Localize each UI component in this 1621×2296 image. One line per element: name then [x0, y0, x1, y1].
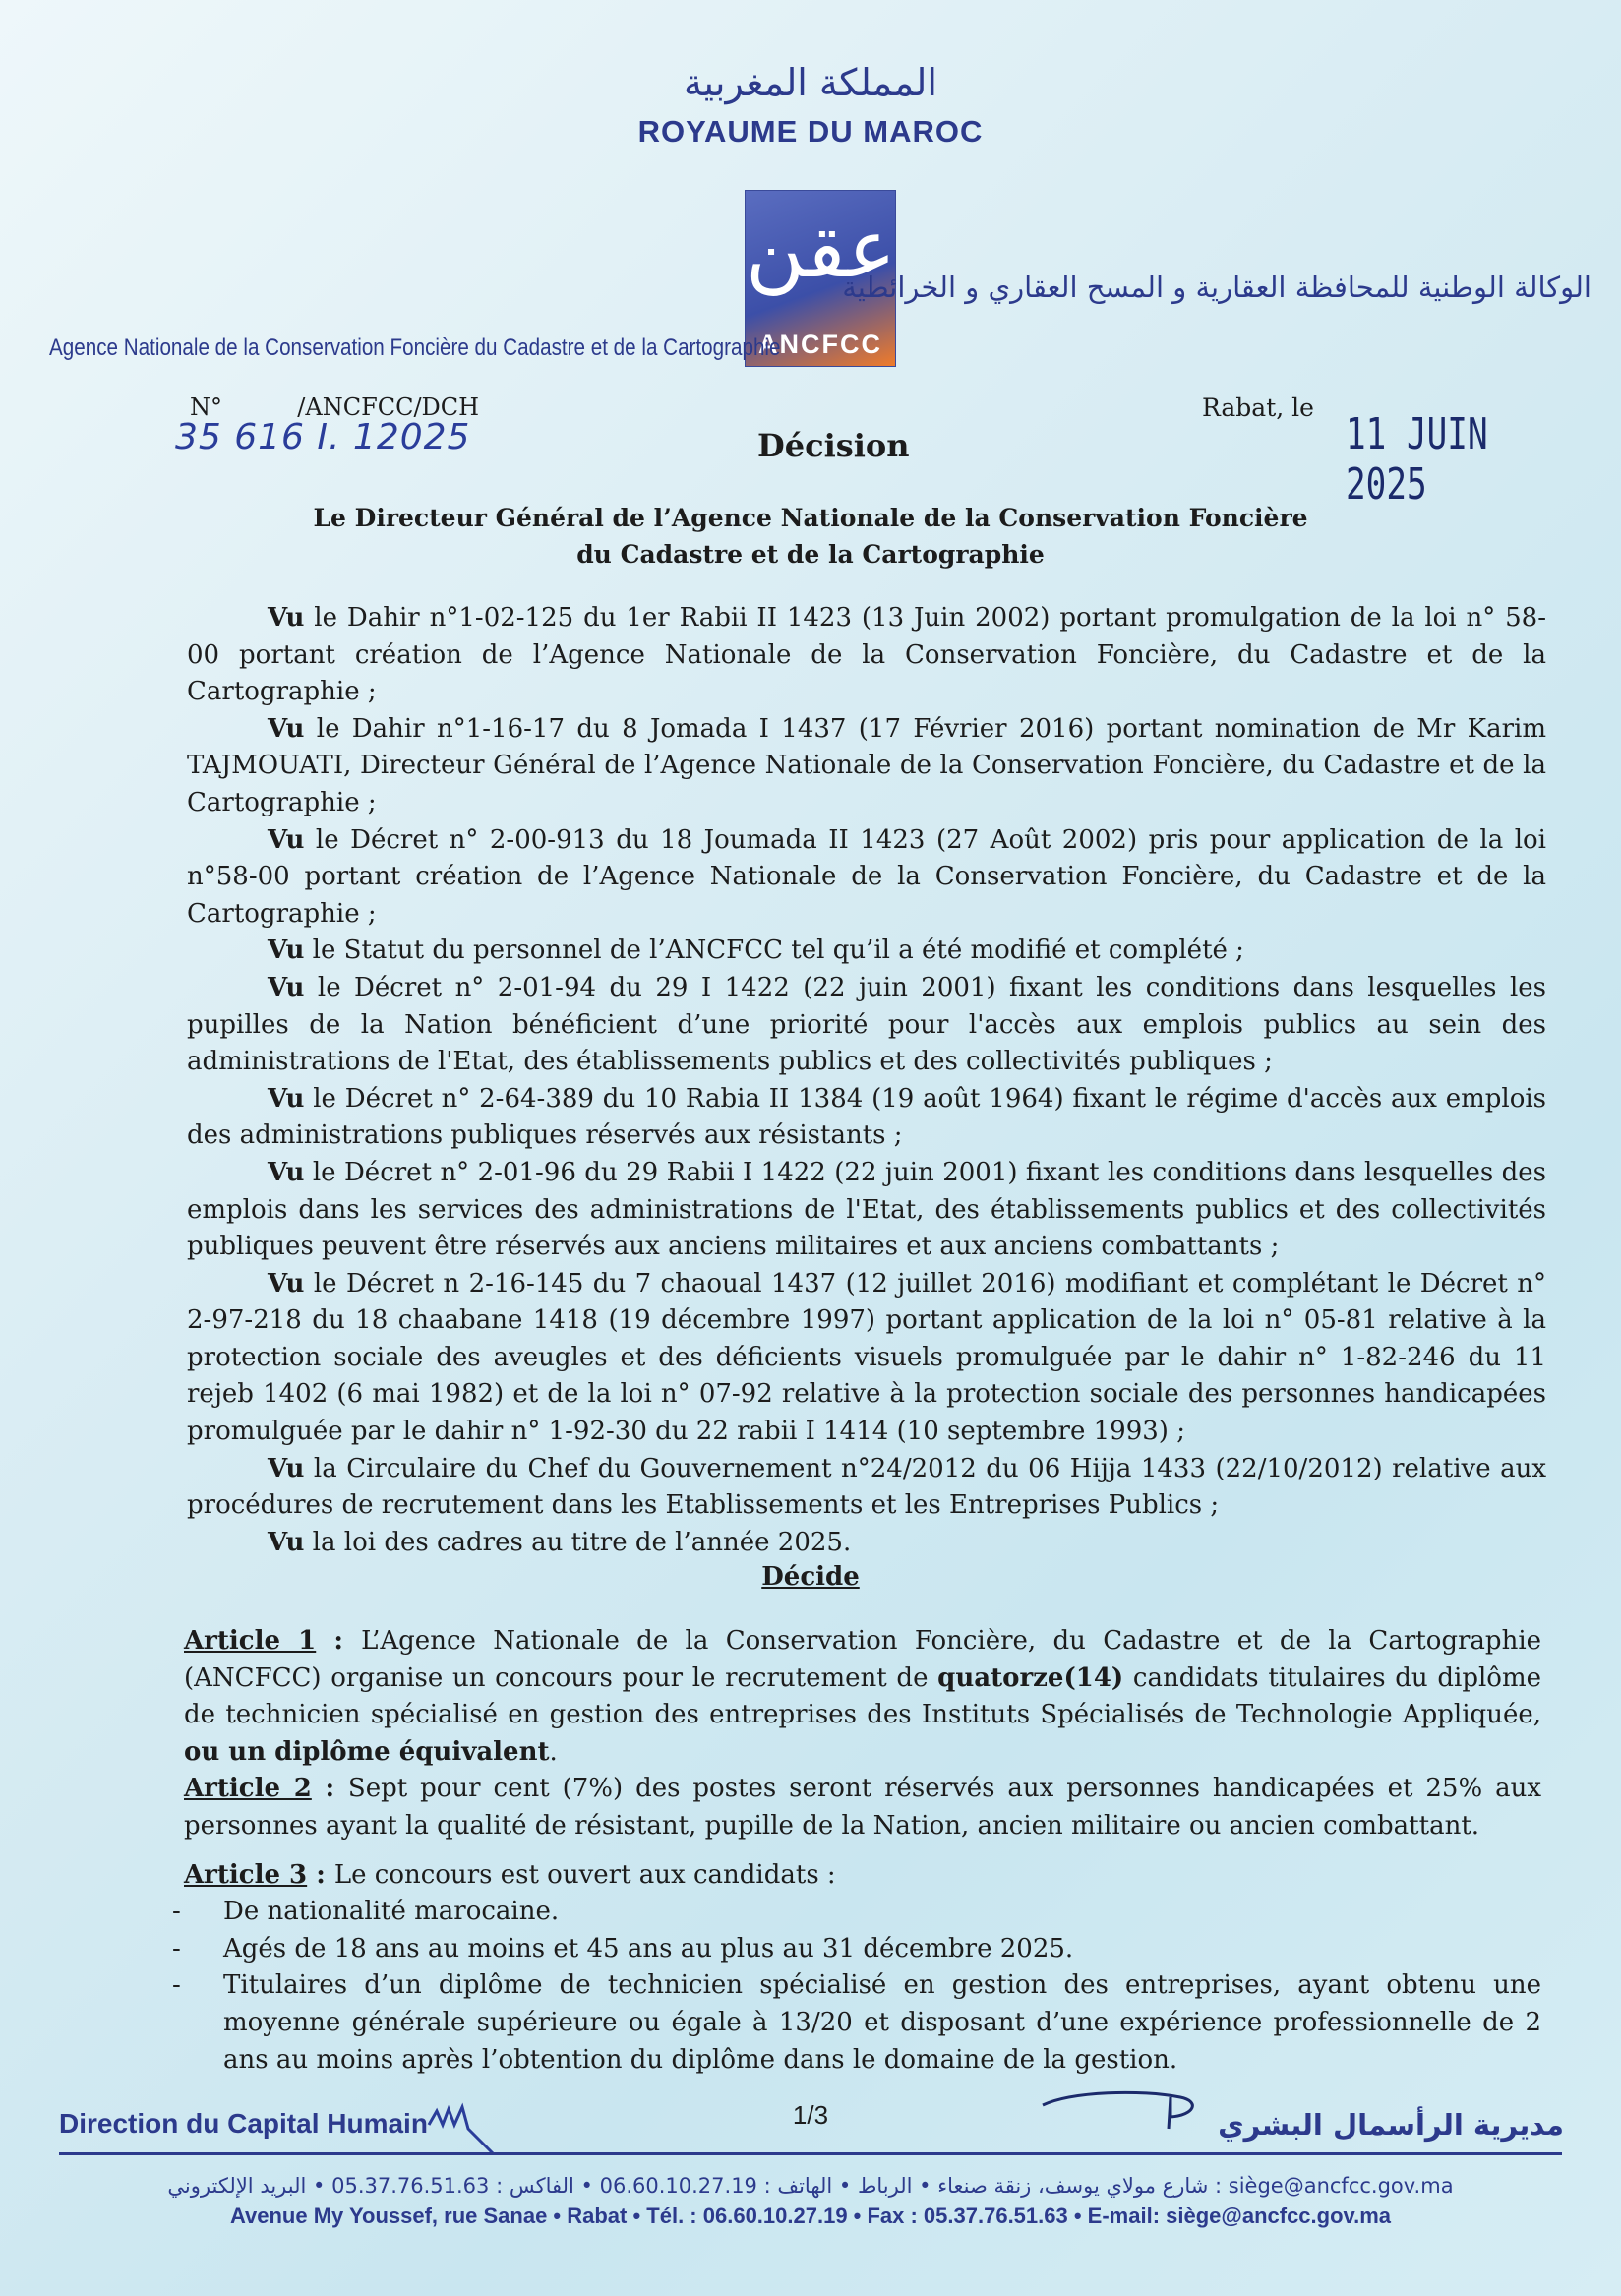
- articles-section: [184, 1623, 1541, 2079]
- reference-label: N° /ANCFCC/DCH: [190, 393, 480, 421]
- place-label: Rabat, le: [1202, 393, 1314, 422]
- agency-name-arabic: الوكالة الوطنية للمحافظة العقارية و المسح العقاري و الخرائطية: [842, 271, 1591, 304]
- page-number: 1/3: [792, 2100, 829, 2130]
- consideration-item: Vu le Décret n° 2-64-389 du 10 Rabia II 1384 (19 août 1964) fixant le régime d'accès aux emplois des administrations publiques réservés aux résistants ;: [187, 1083, 1546, 1151]
- logo-glyph: عقن: [746, 203, 896, 296]
- consideration-item: Vu le Décret n 2-16-145 du 7 chaoual 1437 (12 juillet 2016) modifiant et complétant le Décret n° 2-97-218 du 18 chaabane 1418 (19 décembre 1997) portant application de la loi n° 05-81 relative à la protection sociale des aveugles et des déficients visuels promulguée par le dahir n° 1-82-246 du 11 rejeb 1402 (6 mai 1982) et de la loi n° 07-92 relative à la protection sociale des personnes handicapées promulguée par le dahir n° 1-92-30 du 22 rabii I 1414 (10 septembre 1993) ;: [187, 1268, 1546, 1447]
- agency-name-french: Agence Nationale de la Conservation Foncière du Cadastre et de la Cartographie: [49, 334, 781, 361]
- footer-direction-arabic: مديرية الرأسمال البشري: [1218, 2108, 1564, 2142]
- director-heading: [0, 500, 1621, 573]
- article-2: Article 2 : Sept pour cent (7%) des postes seront réservés aux personnes handicapées et 25% aux personnes ayant la qualité de résistant, pupille de la Nation, ancien militaire ou ancien combattant.: [184, 1774, 1542, 1841]
- footer-divider: [59, 2152, 1562, 2155]
- director-line-2: du Cadastre et de la Cartographie: [576, 540, 1045, 569]
- director-line-1: Le Directeur Général de l’Agence Nationale de la Conservation Foncière: [313, 504, 1308, 532]
- condition-item: - De nationalité marocaine.: [184, 1894, 1541, 1931]
- consideration-item: Vu le Décret n° 2-01-96 du 29 Rabii I 1422 (22 juin 2001) fixant les conditions dans lesquelles des emplois dans les services des administrations de l'Etat, des établissements publics et des collectivités publiques peuvent être réservés aux anciens militaires et aux anciens combattants ;: [187, 1157, 1546, 1262]
- consideration-item: Vu le Décret n° 2-00-913 du 18 Joumada II 1423 (27 Août 2002) pris pour application de la loi n°58-00 portant création de l’Agence Nationale de la Conservation Foncière, du Cadastre et de la Cartographie ;: [187, 824, 1546, 929]
- kingdom-french: ROYAUME DU MAROC: [637, 114, 984, 149]
- decide-heading: Décide: [761, 1562, 860, 1592]
- article-3: Article 3 : Le concours est ouvert aux candidats :: [184, 1859, 836, 1890]
- signature-mark: [1033, 2085, 1230, 2135]
- footer-address-arabic: شارع مولاي يوسف، زنقة صنعاء • الرباط • الهاتف : 06.60.10.27.19 • الفاكس : 05.37.76.51.63 • البريد الإلكتروني : siège@ancfcc.gov.ma: [167, 2174, 1454, 2198]
- kingdom-arabic: المملكة المغربية: [684, 61, 937, 104]
- article-1: Article 1 : L’Agence Nationale de la Conservation Foncière, du Cadastre et de la Cartographie (ANCFCC) organise un concours pour le recrutement de quatorze(14) candidats titulaires du diplôme de technicien spécialisé en gestion des entreprises des Instituts Spécialisés de Technologie Appliquée, ou un diplôme équivalent.: [184, 1626, 1542, 1767]
- condition-item: - Titulaires d’un diplôme de technicien spécialisé en gestion des entreprises, ayant obtenu une moyenne générale supérieure ou égale à 13/20 et disposant d’une expérience professionnelle de 2 ans au moins après l’obtention du diplôme dans le domaine de la gestion.: [184, 1967, 1541, 2079]
- consideration-item: Vu le Décret n° 2-01-94 du 29 I 1422 (22 juin 2001) fixant les conditions dans lesquelles les pupilles de la Nation bénéficient d’une priorité pour l'accès aux emplois publics au sein des administrations de l'Etat, des établissements publics et des collectivités publiques ;: [187, 972, 1546, 1077]
- date-stamp: 11 JUIN 2025: [1346, 409, 1488, 510]
- consideration-item: Vu la Circulaire du Chef du Gouvernement n°24/2012 du 06 Hijja 1433 (22/10/2012) relative aux procédures de recrutement dans les Etablissements et les Entreprises Publics ;: [187, 1453, 1546, 1521]
- consideration-item: Vu le Statut du personnel de l’ANCFCC tel qu’il a été modifié et complété ;: [268, 936, 1244, 966]
- article-3-conditions: [184, 1894, 1541, 2079]
- footer-direction-french: Direction du Capital Humain: [59, 2108, 428, 2139]
- consideration-item: Vu le Dahir n°1-16-17 du 8 Jomada I 1437 (17 Février 2016) portant nomination de Mr Karim TAJMOUATI, Directeur Général de l’Agence Nationale de la Conservation Foncière, du Cadastre et de la Cartographie ;: [187, 713, 1546, 817]
- document-title: Décision: [757, 427, 910, 464]
- reference-number-handwritten: 35 616 I. 12025: [175, 417, 471, 457]
- logo-text: ANCFCC: [758, 330, 882, 359]
- consideration-item: Vu le Dahir n°1-02-125 du 1er Rabii II 1423 (13 Juin 2002) portant promulgation de la loi n° 58-00 portant création de l’Agence Nationale de la Conservation Foncière, du Cadastre et de la Cartographie ;: [187, 603, 1546, 707]
- footer-address-french: Avenue My Youssef, rue Sanae • Rabat • Tél. : 06.60.10.27.19 • Fax : 05.37.76.51.63 • E-mail: siège@ancfcc.gov.ma: [229, 2204, 1392, 2228]
- consideration-item: Vu la loi des cadres au titre de l’année 2025.: [268, 1527, 852, 1557]
- condition-item: - Agés de 18 ans au moins et 45 ans au plus au 31 décembre 2025.: [184, 1931, 1541, 1968]
- considerations-list: [187, 600, 1546, 1561]
